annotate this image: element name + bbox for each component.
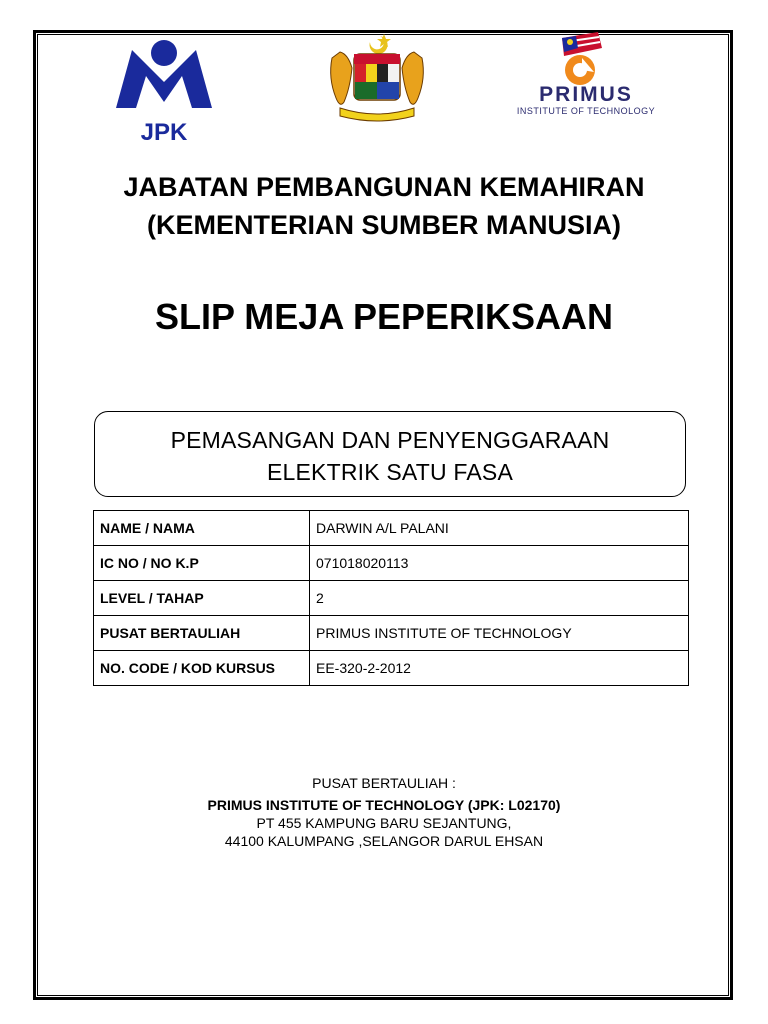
malaysia-coat-of-arms bbox=[322, 28, 432, 124]
table-row bbox=[94, 581, 689, 616]
table-row bbox=[94, 546, 689, 581]
row-value-name: DARWIN A/L PALANI bbox=[310, 511, 689, 546]
row-value-level: 2 bbox=[310, 581, 689, 616]
row-value-center: PRIMUS INSTITUTE OF TECHNOLOGY bbox=[310, 616, 689, 651]
course-title-line-2: ELEKTRIK SATU FASA bbox=[266, 459, 514, 485]
page-title: SLIP MEJA PEPERIKSAAN bbox=[154, 296, 614, 337]
primus-logo-icon bbox=[498, 28, 673, 124]
ministry-name: (KEMENTERIAN SUMBER MANUSIA) bbox=[147, 210, 621, 240]
primus-logo-tagline: INSTITUTE OF TECHNOLOGY bbox=[516, 106, 656, 116]
course-title-box bbox=[94, 411, 686, 497]
primus-logo-name: PRIMUS bbox=[539, 83, 633, 106]
footer-center-name: PRIMUS INSTITUTE OF TECHNOLOGY (JPK: L02170) bbox=[207, 797, 561, 813]
footer-address-line-2: 44100 KALUMPANG ,SELANGOR DARUL EHSAN bbox=[224, 833, 544, 849]
candidate-details-table bbox=[93, 510, 689, 686]
row-label-ic-no: IC NO / NO K.P bbox=[94, 546, 310, 581]
row-label-level: LEVEL / TAHAP bbox=[94, 581, 310, 616]
row-label-name: NAME / NAMA bbox=[94, 511, 310, 546]
row-value-course-code: EE-320-2-2012 bbox=[310, 651, 689, 686]
table-row bbox=[94, 511, 689, 546]
row-label-center: PUSAT BERTAULIAH bbox=[94, 616, 310, 651]
footer-address-line-1: PT 455 KAMPUNG BARU SEJANTUNG, bbox=[256, 815, 512, 831]
table-row bbox=[94, 616, 689, 651]
table-row bbox=[94, 651, 689, 686]
malaysia-coat-of-arms-icon bbox=[322, 28, 432, 124]
row-value-ic-no: 071018020113 bbox=[310, 546, 689, 581]
jpk-logo bbox=[108, 36, 220, 148]
jpk-logo-icon bbox=[108, 36, 220, 148]
row-label-course-code: NO. CODE / KOD KURSUS bbox=[94, 651, 310, 686]
course-title-line-1: PEMASANGAN DAN PENYENGGARAAN bbox=[170, 427, 610, 453]
footer-center-label: PUSAT BERTAULIAH : bbox=[312, 775, 456, 791]
jpk-logo-text: JPK bbox=[140, 119, 188, 146]
department-name: JABATAN PEMBANGUNAN KEMAHIRAN bbox=[123, 172, 645, 202]
primus-logo bbox=[498, 28, 673, 124]
